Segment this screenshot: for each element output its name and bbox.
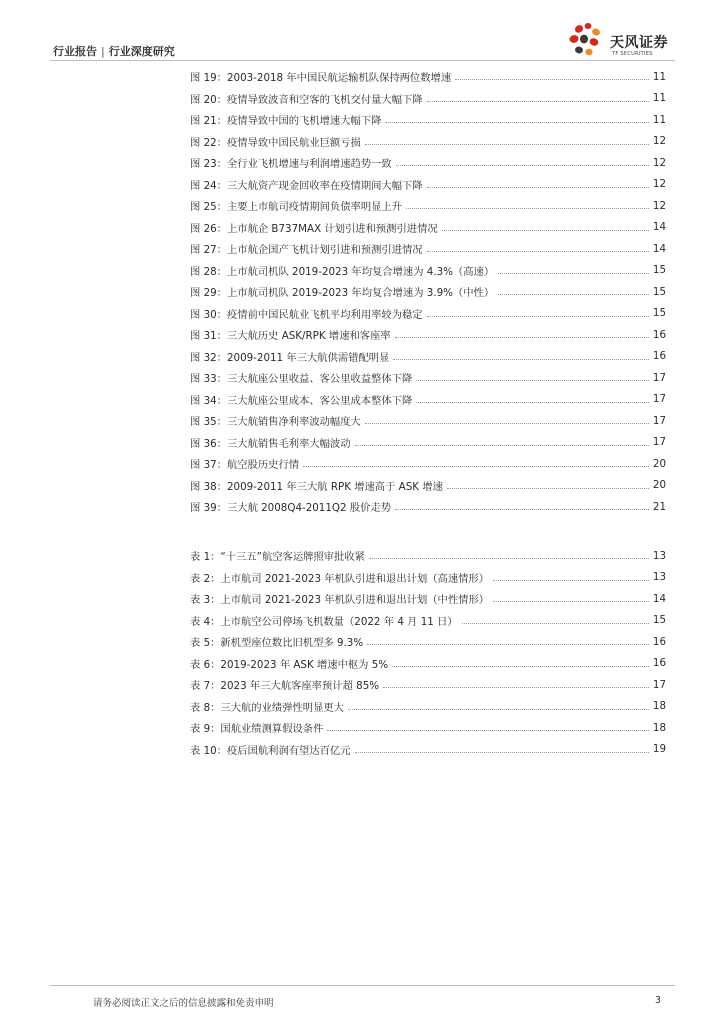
toc-leader-dots bbox=[367, 644, 649, 645]
toc-entry-figure-21[interactable] bbox=[190, 109, 666, 131]
toc-entry-figure-20[interactable] bbox=[190, 88, 666, 110]
toc-entry-label: 图 39：三大航 2008Q4-2011Q2 股价走势 bbox=[190, 502, 392, 515]
toc-leader-dots bbox=[383, 687, 649, 688]
toc-page-number: 11 bbox=[652, 113, 666, 126]
toc-entry-label: 图 35：三大航销售净利率波动幅度大 bbox=[190, 416, 361, 429]
toc-page-number: 12 bbox=[652, 156, 666, 169]
toc-leader-dots bbox=[442, 230, 649, 231]
report-type-label: 行业报告 bbox=[53, 45, 97, 58]
toc-leader-dots bbox=[455, 79, 649, 80]
toc-leader-dots bbox=[303, 466, 649, 467]
toc-page-number: 16 bbox=[652, 350, 666, 363]
toc-entry-figure-24[interactable] bbox=[190, 174, 666, 196]
toc-page-number: 15 bbox=[652, 264, 666, 277]
toc-entry-table-6[interactable] bbox=[190, 653, 666, 675]
toc-entry-figure-19[interactable] bbox=[190, 66, 666, 88]
toc-page-number: 21 bbox=[652, 500, 666, 513]
toc-entry-figure-25[interactable] bbox=[190, 195, 666, 217]
toc-page-number: 14 bbox=[652, 592, 666, 605]
toc-entry-figure-38[interactable] bbox=[190, 475, 666, 497]
toc-page-number: 16 bbox=[652, 328, 666, 341]
toc-leader-dots bbox=[427, 316, 649, 317]
toc-page-number: 12 bbox=[652, 178, 666, 191]
logo-chinese-name: 天风证券 bbox=[610, 35, 668, 51]
toc-entry-figure-22[interactable] bbox=[190, 131, 666, 153]
toc-page-number: 16 bbox=[652, 635, 666, 648]
toc-entry-figure-26[interactable] bbox=[190, 217, 666, 239]
footer-page-number: 3 bbox=[655, 995, 662, 1006]
toc-entry-label: 图 32：2009-2011 年三大航供需错配明显 bbox=[190, 351, 390, 364]
toc-entry-label: 表 2：上市航司 2021-2023 年机队引进和退出计划（高速情形） bbox=[190, 572, 490, 585]
toc-leader-dots bbox=[462, 623, 649, 624]
toc-entry-label: 表 8：三大航的业绩弹性明显更大 bbox=[190, 701, 344, 714]
toc-leader-dots bbox=[385, 122, 648, 123]
toc-leader-dots bbox=[355, 752, 649, 753]
toc-entry-figure-31[interactable] bbox=[190, 324, 666, 346]
toc-leader-dots bbox=[355, 445, 649, 446]
toc-entry-figure-23[interactable] bbox=[190, 152, 666, 174]
toc-page-number: 11 bbox=[652, 92, 666, 105]
toc-leader-dots bbox=[427, 187, 649, 188]
toc-leader-dots bbox=[369, 558, 649, 559]
toc-leader-dots bbox=[447, 488, 649, 489]
toc-entry-label: 图 38：2009-2011 年三大航 RPK 增速高于 ASK 增速 bbox=[190, 480, 443, 493]
toc-entry-label: 图 30：疫情前中国民航业飞机平均利用率较为稳定 bbox=[190, 308, 423, 321]
toc-leader-dots bbox=[392, 666, 649, 667]
toc-leader-dots bbox=[427, 101, 649, 102]
toc-entry-label: 图 23：全行业飞机增速与利润增速趋势一致 bbox=[190, 158, 392, 171]
toc-page-number: 19 bbox=[652, 743, 666, 756]
toc-entry-label: 图 21：疫情导致中国的飞机增速大幅下降 bbox=[190, 115, 382, 128]
toc-entry-label: 表 3：上市航司 2021-2023 年机队引进和退出计划（中性情形） bbox=[190, 594, 490, 607]
toc-leader-dots bbox=[493, 601, 649, 602]
toc-entry-label: 图 26：上市航企 B737MAX 计划引进和预测引进情况 bbox=[190, 222, 438, 235]
toc-entry-figure-34[interactable] bbox=[190, 389, 666, 411]
toc-entry-figure-37[interactable] bbox=[190, 453, 666, 475]
toc-page-number: 20 bbox=[652, 457, 666, 470]
toc-entry-table-7[interactable] bbox=[190, 674, 666, 696]
company-logo bbox=[568, 20, 678, 60]
toc-leader-dots bbox=[396, 165, 649, 166]
toc-entry-label: 表 5：新机型座位数比旧机型多 9.3% bbox=[190, 637, 364, 650]
toc-entry-label: 图 31：三大航历史 ASK/RPK 增速和客座率 bbox=[190, 330, 391, 343]
toc-entry-label: 图 22：疫情导致中国民航业巨额亏损 bbox=[190, 136, 361, 149]
toc-leader-dots bbox=[493, 580, 649, 581]
toc-entry-figure-35[interactable] bbox=[190, 410, 666, 432]
toc-page-number: 13 bbox=[652, 571, 666, 584]
report-category bbox=[53, 43, 175, 59]
toc-entry-label: 图 29：上市航司机队 2019-2023 年均复合增速为 3.9%（中性） bbox=[190, 287, 495, 300]
toc-leader-dots bbox=[393, 359, 649, 360]
toc-entry-label: 图 24：三大航资产现金回收率在疫情期间大幅下降 bbox=[190, 179, 423, 192]
toc-entry-figure-30[interactable] bbox=[190, 303, 666, 325]
toc-entry-label: 表 10：疫后国航利润有望达百亿元 bbox=[190, 744, 351, 757]
toc-entry-label: 表 4：上市航空公司停场飞机数量（2022 年 4 月 11 日） bbox=[190, 615, 458, 628]
toc-page-number: 14 bbox=[652, 242, 666, 255]
toc-entry-figure-29[interactable] bbox=[190, 281, 666, 303]
toc-leader-dots bbox=[416, 380, 649, 381]
toc-entry-label: 表 1：“十三五”航空客运牌照审批收紧 bbox=[190, 551, 365, 564]
toc-leader-dots bbox=[365, 423, 649, 424]
header-separator: | bbox=[101, 45, 105, 58]
tf-securities-logo-mark bbox=[568, 20, 608, 60]
toc-entry-label: 图 19：2003-2018 年中国民航运输机队保持两位数增速 bbox=[190, 72, 452, 85]
toc-entry-label: 表 7：2023 年三大航客座率预计超 85% bbox=[190, 680, 380, 693]
toc-page-number: 15 bbox=[652, 307, 666, 320]
footer-divider bbox=[50, 985, 675, 986]
toc-entry-figure-27[interactable] bbox=[190, 238, 666, 260]
toc-entry-table-4[interactable] bbox=[190, 610, 666, 632]
toc-leader-dots bbox=[395, 509, 649, 510]
toc-page-number: 18 bbox=[652, 700, 666, 713]
toc-entry-label: 图 37：航空股历史行情 bbox=[190, 459, 300, 472]
toc-leader-dots bbox=[395, 337, 649, 338]
toc-entry-table-9[interactable] bbox=[190, 717, 666, 739]
toc-leader-dots bbox=[348, 709, 649, 710]
toc-entry-label: 图 33：三大航座公里收益、客公里收益整体下降 bbox=[190, 373, 413, 386]
footer-disclaimer: 请务必阅读正文之后的信息披露和免责申明 bbox=[93, 998, 274, 1009]
toc-entry-label: 图 20：疫情导致波音和空客的飞机交付量大幅下降 bbox=[190, 93, 423, 106]
toc-page-number: 12 bbox=[652, 199, 666, 212]
logo-english-name: TF SECURITIES bbox=[612, 51, 653, 57]
toc-entry-label: 图 36：三大航销售毛利率大幅波动 bbox=[190, 437, 351, 450]
toc-page-number: 11 bbox=[652, 70, 666, 83]
toc-entry-figure-39[interactable] bbox=[190, 496, 666, 518]
toc-page-number: 12 bbox=[652, 135, 666, 148]
toc-entry-label: 图 27：上市航企国产飞机计划引进和预测引进情况 bbox=[190, 244, 423, 257]
toc-leader-dots bbox=[327, 730, 649, 731]
toc-entry-label: 图 28：上市航司机队 2019-2023 年均复合增速为 4.3%（高速） bbox=[190, 265, 495, 278]
figure-list bbox=[190, 66, 666, 518]
table-list bbox=[190, 545, 666, 760]
toc-entry-figure-36[interactable] bbox=[190, 432, 666, 454]
toc-page-number: 15 bbox=[652, 285, 666, 298]
toc-page-number: 17 bbox=[652, 436, 666, 449]
toc-page-number: 17 bbox=[652, 414, 666, 427]
toc-entry-figure-28[interactable] bbox=[190, 260, 666, 282]
toc-entry-table-2[interactable] bbox=[190, 567, 666, 589]
toc-page-number: 15 bbox=[652, 614, 666, 627]
toc-page-number: 14 bbox=[652, 221, 666, 234]
report-subtype-label: 行业深度研究 bbox=[108, 45, 175, 58]
toc-page-number: 17 bbox=[652, 678, 666, 691]
header-divider bbox=[50, 60, 675, 61]
toc-entry-label: 图 34：三大航座公里成本、客公里成本整体下降 bbox=[190, 394, 413, 407]
toc-entry-table-3[interactable] bbox=[190, 588, 666, 610]
toc-page-number: 18 bbox=[652, 721, 666, 734]
toc-entry-figure-32[interactable] bbox=[190, 346, 666, 368]
toc-leader-dots bbox=[406, 208, 649, 209]
toc-page-number: 17 bbox=[652, 393, 666, 406]
toc-entry-table-5[interactable] bbox=[190, 631, 666, 653]
toc-leader-dots bbox=[498, 294, 649, 295]
toc-page-number: 16 bbox=[652, 657, 666, 670]
toc-entry-table-10[interactable] bbox=[190, 739, 666, 761]
toc-page-number: 13 bbox=[652, 549, 666, 562]
toc-entry-label: 表 9：国航业绩测算假设条件 bbox=[190, 723, 324, 736]
toc-entry-table-8[interactable] bbox=[190, 696, 666, 718]
toc-leader-dots bbox=[416, 402, 649, 403]
toc-entry-label: 表 6：2019-2023 年 ASK 增速中枢为 5% bbox=[190, 658, 389, 671]
toc-leader-dots bbox=[498, 273, 649, 274]
toc-entry-table-1[interactable] bbox=[190, 545, 666, 567]
toc-leader-dots bbox=[365, 144, 649, 145]
toc-leader-dots bbox=[427, 251, 649, 252]
toc-page-number: 17 bbox=[652, 371, 666, 384]
toc-entry-label: 图 25：主要上市航司疫情期间负债率明显上升 bbox=[190, 201, 403, 214]
toc-entry-figure-33[interactable] bbox=[190, 367, 666, 389]
toc-page-number: 20 bbox=[652, 479, 666, 492]
